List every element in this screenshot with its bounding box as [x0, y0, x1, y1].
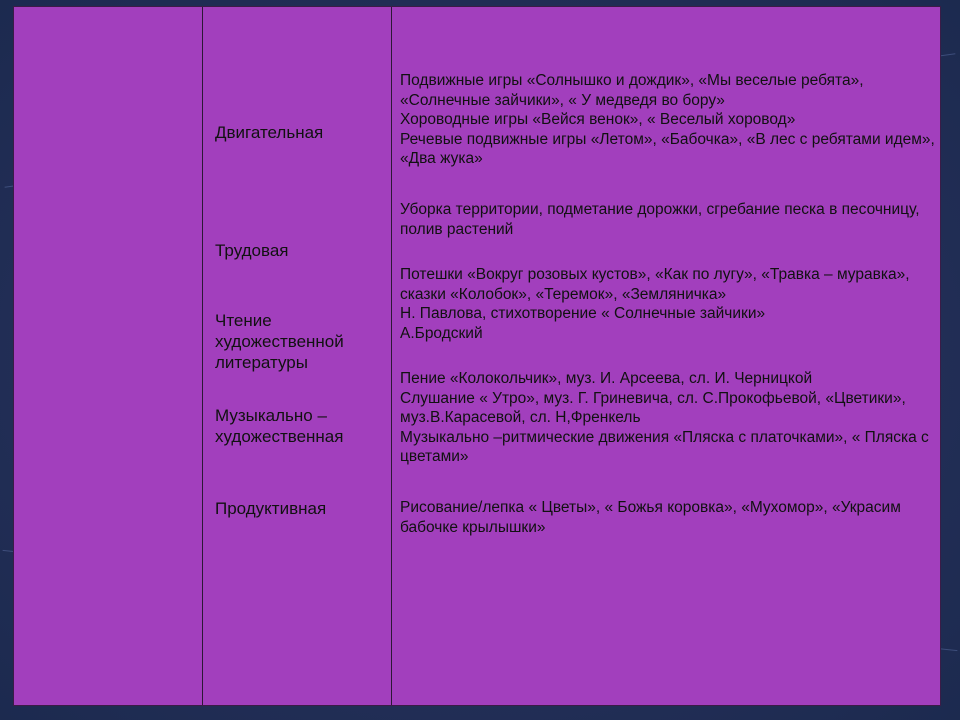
activity-type-labor: Трудовая [215, 241, 289, 260]
content-music: Пение «Колокольчик», муз. И. Арсеева, сл. И. Черницкой Слушание « Утро», муз. Г. Гриневича, сл. С.Прокофьевой, «Цветики», муз.В.Карасевой, сл. Н,Френкель Музыкально –ритмические движения «Пляска с платочками», « Пляска с цветами» [400, 370, 929, 465]
content-column [392, 7, 940, 705]
content-labor: Уборка территории, подметание дорожки, сгребание песка в песочницу, полив растений [400, 201, 920, 238]
content-productive: Рисование/лепка « Цветы», « Божья коровка», «Мухомор», «Украсим бабочке крылышки» [400, 499, 901, 536]
activity-type-motor: Двигательная [215, 123, 324, 142]
content-motor: Подвижные игры «Солнышко и дождик», «Мы веселые ребята», «Солнечные зайчики», « У медведя во бору» Хороводные игры «Вейся венок», « Веселый хоровод» Речевые подвижные игры «Летом», «Бабочка», «В лес с ребятами идем», «Два жука» [400, 72, 935, 167]
activity-type-productive: Продуктивная [215, 499, 327, 518]
activity-type-music: Музыкально – художественная [215, 406, 344, 446]
activity-type-column [203, 7, 392, 705]
empty-column [14, 7, 203, 705]
activity-type-reading: Чтение художественной литературы [215, 311, 344, 372]
activities-table [13, 6, 941, 706]
content-reading: Потешки «Вокруг розовых кустов», «Как по лугу», «Травка – муравка», сказки «Колобок», «Теремок», «Земляничка» Н. Павлова, стихотворение « Солнечные зайчики» А.Бродский [400, 266, 910, 342]
